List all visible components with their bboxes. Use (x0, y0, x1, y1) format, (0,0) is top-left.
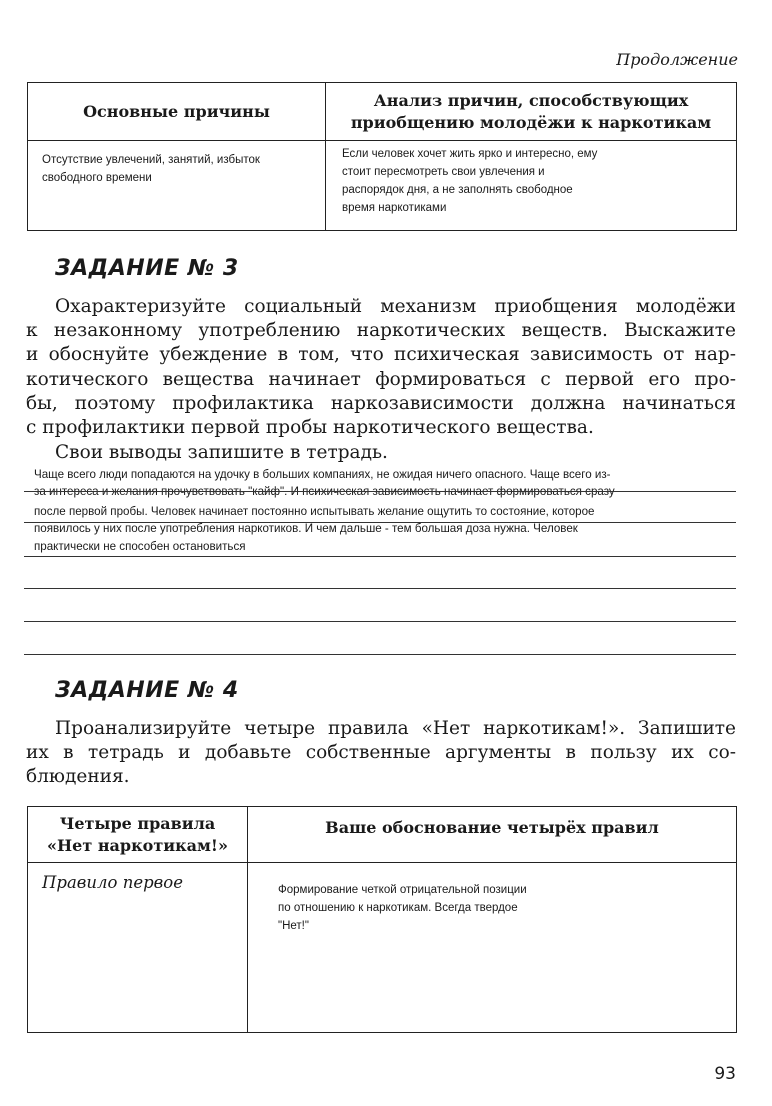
rule-cell: Правило первое (28, 863, 248, 1033)
task4-text-line: их в тетрадь и добавьте собственные аргументы в пользу их со- (26, 742, 736, 763)
analysis-cell (326, 141, 737, 231)
justification-cell (248, 863, 737, 1033)
cause-line: Отсутствие увлечений, занятий, избыток (42, 154, 260, 166)
task3-text-line: с профилактики первой пробы наркотического вещества. (26, 417, 594, 438)
writing-rule (24, 588, 736, 589)
header-four-rules (28, 807, 248, 863)
writing-rule (24, 556, 736, 557)
justification-line: по отношению к наркотикам. Всегда твердое (278, 902, 518, 914)
header-analysis: Анализ причин, способствующих приобщению молодёжи к наркотикам (326, 83, 737, 141)
task3-text-line: к незаконному употреблению наркотических веществ. Выскажите (26, 320, 736, 341)
answer-line: после первой пробы. Человек начинает постоянно испытывать желание ощутить то состояние, которое (34, 505, 595, 518)
analysis-line: время наркотиками (342, 202, 447, 214)
analysis-line: Если человек хочет жить ярко и интересно, ему (342, 148, 598, 160)
analysis-line: стоит пересмотреть свои увлечения и (342, 166, 545, 178)
justification-line: Формирование четкой отрицательной позиции (278, 884, 527, 896)
task3-title: ЗАДАНИЕ № 3 (55, 256, 239, 281)
justification-line: "Нет!" (278, 920, 309, 932)
causes-table (27, 82, 737, 231)
header-main-causes: Основные причины (28, 83, 326, 141)
task3-text-line: Охарактеризуйте социальный механизм приобщения молодёжи (55, 296, 736, 317)
task4-text-line: Проанализируйте четыре правила «Нет наркотикам!». Запишите (55, 718, 736, 739)
cause-cell (28, 141, 326, 231)
rules-table (27, 806, 737, 1033)
writing-rule (24, 621, 736, 622)
task3-instruction: Свои выводы запишите в тетрадь. (55, 442, 388, 463)
writing-rule (24, 491, 736, 492)
writing-rule (24, 522, 736, 523)
analysis-line: распорядок дня, а не заполнять свободное (342, 184, 573, 196)
task4-text-line: блюдения. (26, 766, 130, 787)
task3-text-line: бы, поэтому профилактика наркозависимости должна начинаться (26, 393, 736, 414)
answer-line: за интереса и желания прочувствовать "кайф". И психическая зависимость начинает формироваться сразу (34, 485, 615, 498)
task4-title: ЗАДАНИЕ № 4 (55, 678, 239, 703)
page-number: 93 (714, 1064, 736, 1084)
header-four-rules-line: Четыре правила (59, 813, 216, 833)
task3-text-line: и обоснуйте убеждение в том, что психическая зависимость от нар- (26, 344, 736, 365)
answer-line: Чаще всего люди попадаются на удочку в больших компаниях, не ожидая ничего опасного. Чаще всего из- (34, 468, 611, 481)
header-four-rules-line: «Нет наркотикам!» (47, 835, 228, 855)
task3-text-line: котического вещества начинает формироваться с первой его про- (26, 369, 736, 390)
answer-line: появилось у них после употребления наркотиков. И чем дальше - тем большая доза нужна. Человек (34, 522, 578, 535)
continuation-label: Продолжение (616, 50, 738, 69)
cause-line: свободного времени (42, 172, 152, 184)
answer-line: практически не способен остановиться (34, 540, 246, 553)
writing-rule (24, 654, 736, 655)
header-justification: Ваше обоснование четырёх правил (248, 807, 737, 863)
